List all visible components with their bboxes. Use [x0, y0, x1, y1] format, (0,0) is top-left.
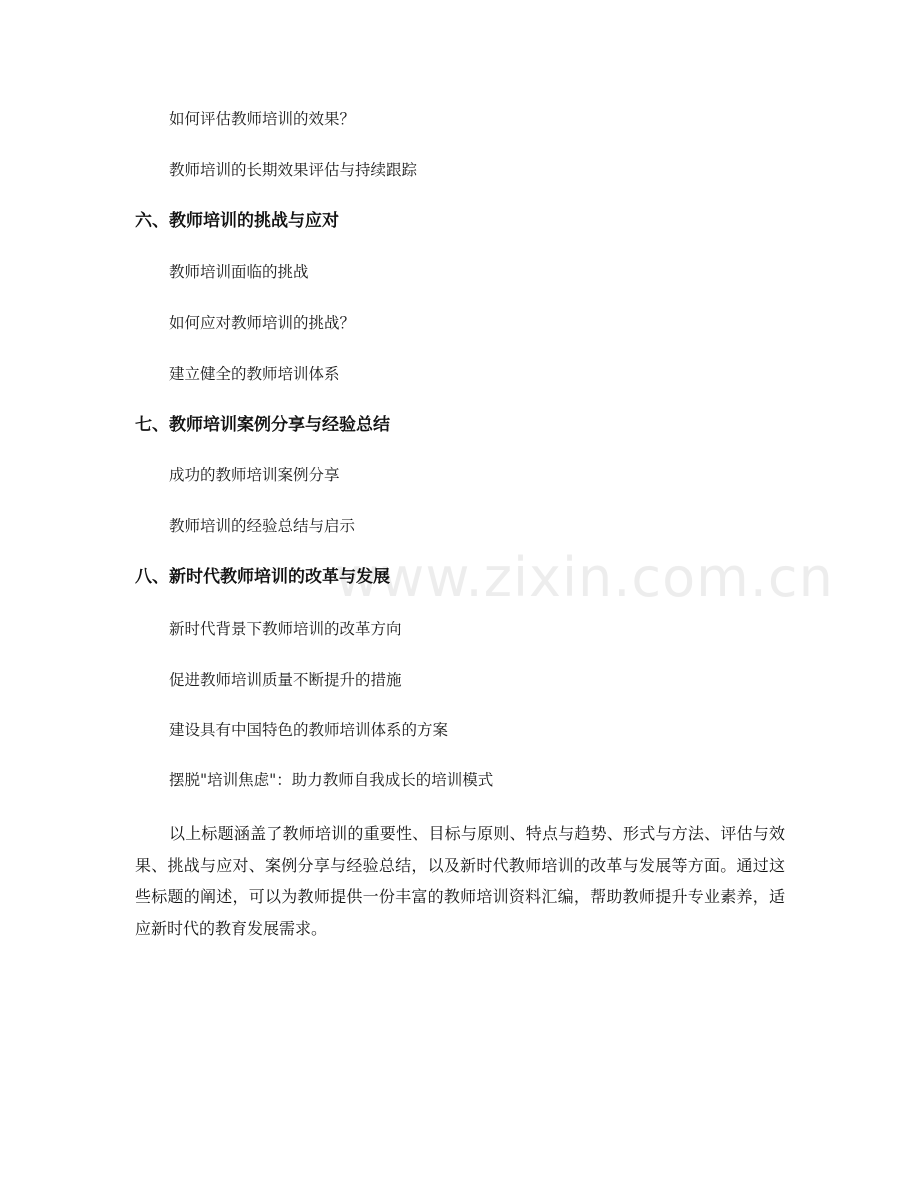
subheading-case-sharing: 成功的教师培训案例分享 [169, 466, 340, 484]
subheading-quality-measures: 促进教师培训质量不断提升的措施 [169, 671, 402, 689]
subheading-evaluate-effect: 如何评估教师培训的效果？ [169, 110, 356, 128]
subheading-challenges: 教师培训面临的挑战 [169, 263, 309, 281]
subheading-long-term-evaluation: 教师培训的长期效果评估与持续跟踪 [169, 161, 418, 179]
subheading-growth-model: 摆脱"培训焦虑"：助力教师自我成长的培训模式 [169, 771, 494, 789]
subheading-experience-summary: 教师培训的经验总结与启示 [169, 517, 356, 535]
watermark: www.zixin.com.cn [335, 546, 834, 609]
section-heading-eight: 八、新时代教师培训的改革与发展 [135, 567, 390, 587]
summary-paragraph: 以上标题涵盖了教师培训的重要性、目标与原则、特点与趋势、形式与方法、评估与效果、挑战与应对、案例分享与经验总结，以及新时代教师培训的改革与发展等方面。通过这些标题的阐述，可以为教师提供一份丰富的教师培训资料汇编，帮助教师提升专业素养，适应新时代的教育发展需求。 [135, 824, 785, 938]
section-heading-six: 六、教师培训的挑战与应对 [135, 211, 339, 231]
section-heading-seven: 七、教师培训案例分享与经验总结 [135, 415, 390, 435]
subheading-reform-direction: 新时代背景下教师培训的改革方向 [169, 620, 402, 638]
subheading-respond-challenges: 如何应对教师培训的挑战？ [169, 314, 356, 332]
subheading-chinese-system: 建设具有中国特色的教师培训体系的方案 [169, 721, 449, 739]
subheading-training-system: 建立健全的教师培训体系 [169, 365, 340, 383]
